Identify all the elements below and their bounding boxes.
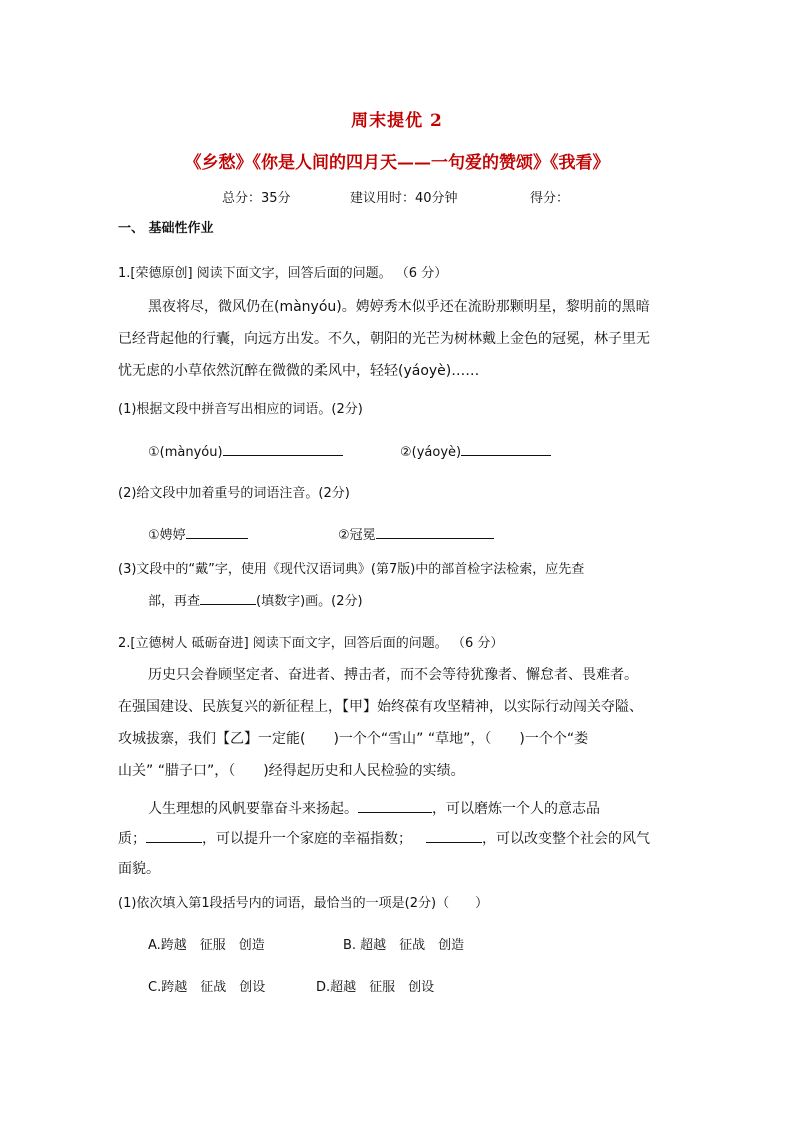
q1-sub-question-3-line-2 bbox=[148, 590, 363, 609]
answer-blank[interactable] bbox=[358, 800, 432, 813]
answer-blank[interactable] bbox=[426, 830, 482, 843]
q2-para2-part-d: ，可以提升一个家庭的幸福指数； bbox=[202, 831, 412, 847]
q1-sub-question-3-line-1: (3)文段中的“戴”字，使用《现代汉语词典》(第7版)中的部首检字法检索，应先查 bbox=[118, 562, 585, 577]
q2-para2-line-1 bbox=[148, 798, 600, 818]
option-c[interactable]: C.跨越 征战 创设 bbox=[148, 980, 266, 995]
q1-sub3-part-a: 部，再查 bbox=[148, 594, 201, 609]
q1-sub1-item-a-label: ①(mànyóu) bbox=[148, 445, 223, 460]
q2-para1-line-2: 在强国建设、民族复兴的新征程上，【甲】始终葆有攻坚精神，以实际行动闯关夺隘、 bbox=[118, 699, 643, 715]
page-subtitle: 《乡愁》《你是人间的四月天——一句爱的赞颂》《我看》 bbox=[184, 153, 610, 173]
option-b[interactable]: B. 超越 征战 创造 bbox=[343, 938, 465, 953]
answer-blank[interactable] bbox=[461, 443, 551, 456]
q1-sub-question-2: (2)给文段中加着重号的词语注音。(2分) bbox=[118, 486, 350, 501]
answer-blank[interactable] bbox=[186, 526, 248, 539]
q1-sub1-item-b bbox=[400, 443, 551, 460]
q2-para1-line-3: 攻城拔寨，我们【乙】一定能( )一个个“雪山” “草地”，（ )一个个“娄 bbox=[118, 731, 589, 747]
q1-passage-line-2: 已经背起他的行囊，向远方出发。不久，朝阳的光芒为树林戴上金色的冠冕，林子里无 bbox=[118, 331, 650, 347]
page-title: 周末提优 2 bbox=[351, 111, 443, 131]
q2-para1-line-1: 历史只会眷顾坚定者、奋进者、搏击者，而不会等待犹豫者、懈怠者、畏难者。 bbox=[148, 667, 638, 683]
q2-para2-part-a: 人生理想的风帆要靠奋斗来扬起。 bbox=[148, 801, 358, 817]
q1-sub2-item-a bbox=[148, 524, 248, 543]
q1-sub2-item-b-label: ②冠冕 bbox=[338, 528, 376, 543]
q1-sub2-item-a-label: ①娉婷 bbox=[148, 528, 186, 543]
q1-sub-question-1: (1)根据文段中拼音写出相应的词语。(2分) bbox=[118, 402, 363, 417]
q1-passage-line-1: 黑夜将尽，微风仍在(mànyóu)。娉婷秀木似乎还在流盼那颗明星，黎明前的黑暗 bbox=[148, 299, 650, 315]
q1-sub1-item-b-label: ②(yáoyè) bbox=[400, 445, 462, 460]
total-score: 总分：35分 bbox=[222, 191, 291, 206]
q2-para2-part-c: 质； bbox=[118, 831, 146, 847]
q2-sub-question-1: (1)依次填入第1段括号内的词语，最恰当的一项是(2分)（ ） bbox=[118, 896, 489, 911]
option-a[interactable]: A.跨越 征服 创造 bbox=[148, 938, 265, 953]
q2-para1-line-4: 山关” “腊子口”，（ )经得起历史和人民检验的实绩。 bbox=[118, 763, 465, 779]
suggested-time: 建议用时：40分钟 bbox=[350, 191, 458, 206]
answer-blank[interactable] bbox=[146, 830, 202, 843]
q1-sub1-item-a bbox=[148, 443, 343, 460]
q2-para2-part-e: ，可以改变整个社会的风气 bbox=[482, 831, 650, 847]
q2-para2-line-3: 面貌。 bbox=[118, 861, 160, 877]
answer-blank[interactable] bbox=[200, 592, 256, 605]
q1-passage-line-3: 忧无虑的小草依然沉醉在微微的柔风中，轻轻(yáoyè)…… bbox=[118, 363, 480, 379]
q2-para2-part-b: ，可以磨炼一个人的意志品 bbox=[432, 801, 600, 817]
option-d[interactable]: D.超越 征服 创设 bbox=[316, 980, 435, 995]
answer-blank[interactable] bbox=[376, 526, 494, 539]
q2-para2-line-2 bbox=[118, 828, 650, 848]
question-1-prompt: 1.[荣德原创] 阅读下面文字，回答后面的问题。 （6 分） bbox=[118, 266, 448, 281]
answer-blank[interactable] bbox=[223, 443, 343, 456]
question-2-prompt: 2.[立德树人 砥砺奋进] 阅读下面文字，回答后面的问题。 （6 分） bbox=[118, 636, 504, 651]
q1-sub2-item-b bbox=[338, 524, 494, 543]
q1-sub3-part-b: (填数字)画。(2分) bbox=[256, 594, 363, 609]
section-heading: 一、 基础性作业 bbox=[118, 221, 214, 236]
score-label: 得分： bbox=[530, 191, 570, 206]
